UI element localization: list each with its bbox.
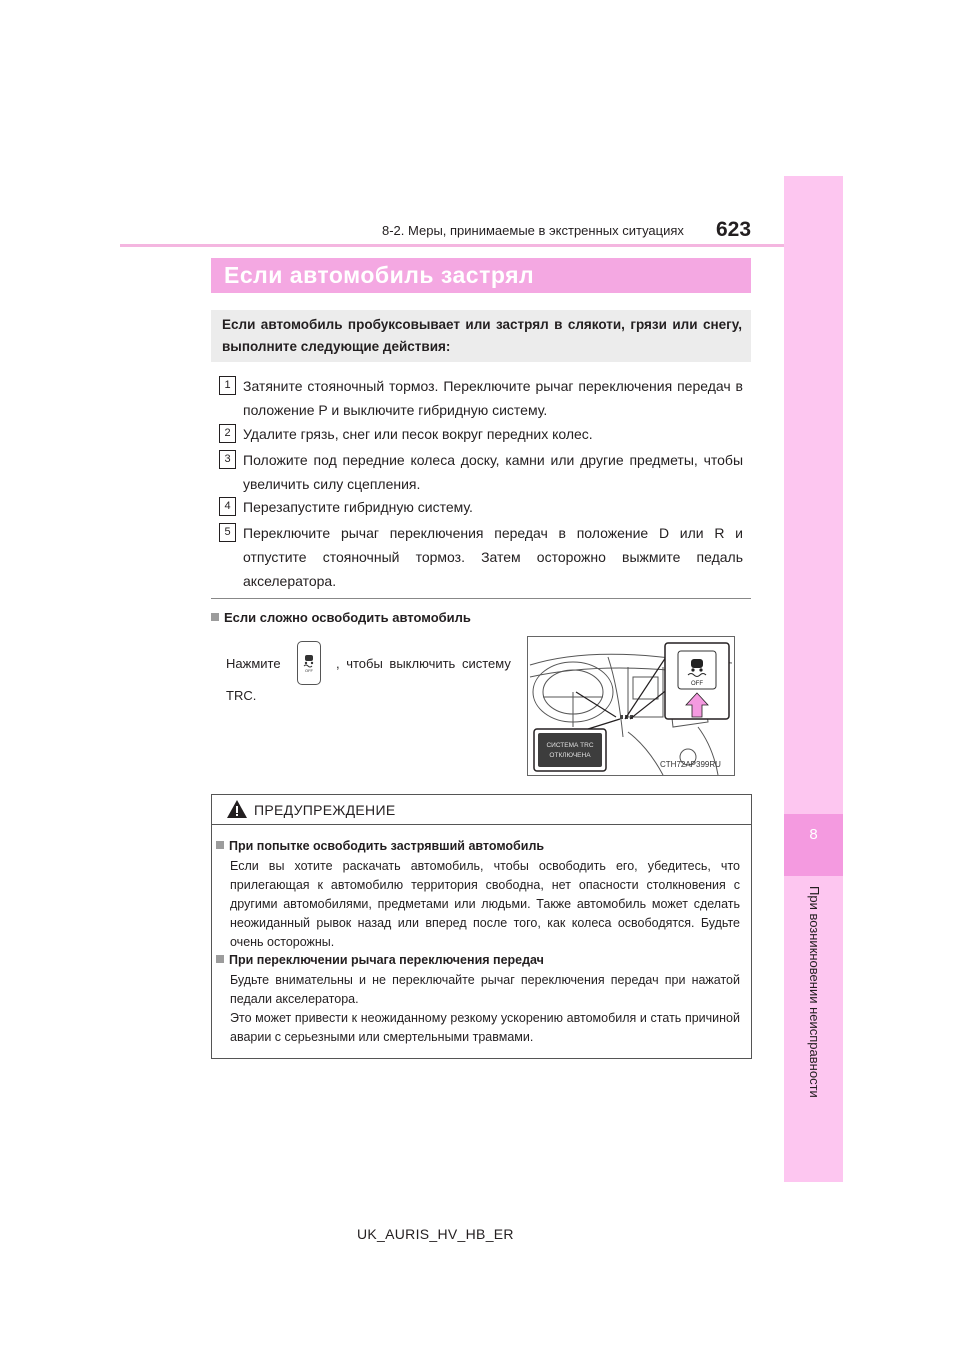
dashboard-illustration — [527, 636, 735, 776]
header-rule — [120, 244, 785, 247]
chapter-number: 8 — [809, 826, 818, 843]
warning-item-1-heading-text: При попытке освободить застрявший автомобиль — [229, 839, 545, 853]
warning-item-2-text-2: Это может привести к неожиданному резкому ускорению автомобиля и стать причиной аварии с серьезными или смертельными травмами. — [230, 1011, 740, 1044]
trc-off-button-icon — [297, 641, 321, 685]
step-number-5: 5 — [219, 523, 236, 542]
section-reference: 8-2. Меры, принимаемые в экстренных ситуациях — [382, 223, 684, 238]
off-button-label: OFF — [691, 681, 703, 687]
chapter-number-block — [784, 814, 843, 876]
step-text-3: Положите под передние колеса доску, камни или другие предметы, чтобы увеличить силу сцепления. — [243, 452, 743, 492]
press-description: , чтобы выключить систему — [336, 656, 511, 671]
page-number: 623 — [716, 218, 752, 241]
section-divider — [211, 598, 751, 599]
warning-triangle-icon — [226, 799, 248, 824]
step-text-2: Удалите грязь, снег или песок вокруг передних колес. — [243, 426, 593, 442]
square-bullet-icon — [216, 841, 224, 849]
warning-item-1-heading — [216, 839, 741, 853]
chapter-title-vertical — [784, 886, 843, 1146]
section-title: Если автомобиль застрял — [224, 262, 535, 288]
step-number-4: 4 — [219, 497, 236, 516]
display-line-2: ОТКЛЮЧЕНА — [549, 752, 591, 759]
square-bullet-icon — [216, 955, 224, 963]
difficult-release-heading-text: Если сложно освободить автомобиль — [224, 610, 471, 625]
difficult-release-heading — [211, 610, 471, 625]
chapter-title: При возникновении неисправности — [806, 886, 822, 1098]
step-text-5: Переключите рычаг переключения передач в положение D или R и отпустите стояночный тормоз. Затем осторожно выжмите педаль акселератора. — [243, 525, 743, 589]
step-number-2: 2 — [219, 424, 236, 443]
step-text-1: Затяните стояночный тормоз. Переключите рычаг переключения передач в положение P и выключите гибридную систему. — [243, 378, 743, 418]
trc-label: TRC. — [226, 688, 257, 703]
warning-item-2-heading — [216, 953, 741, 967]
warning-header-rule — [211, 824, 752, 825]
svg-text:OFF: OFF — [305, 668, 313, 673]
warning-item-2-heading-text: При переключении рычага переключения передач — [229, 953, 544, 967]
intro-text: Если автомобиль пробуксовывает или застрял в слякоти, грязи или снегу, выполните следующие действия: — [222, 317, 742, 354]
display-line-1: СИСТЕМА TRC — [546, 742, 594, 749]
warning-title: ПРЕДУПРЕЖДЕНИЕ — [254, 802, 396, 818]
step-text-4: Перезапустите гибридную систему. — [243, 499, 473, 515]
warning-item-2-text: Будьте внимательны и не переключайте рычаг переключения передач при нажатой педали акселератора. — [230, 973, 740, 1006]
square-bullet-icon — [211, 613, 219, 621]
press-label: Нажмите — [226, 656, 281, 671]
step-number-3: 3 — [219, 450, 236, 469]
step-number-1: 1 — [219, 376, 236, 395]
warning-item-1-text: Если вы хотите раскачать автомобиль, чтобы освободить его, убедитесь, что прилегающая к автомобилю территория свободна, нет опасности столкновения с другими автомобилями, предметами или людьми. Также автомобиль может сделать неожиданный рывок назад или вперед после того, как колеса освободятся. Будьте очень осторожны. — [230, 859, 740, 949]
document-code-footer: UK_AURIS_HV_HB_ER — [357, 1226, 514, 1242]
illustration-code: CTH72AP399RU — [660, 760, 721, 769]
